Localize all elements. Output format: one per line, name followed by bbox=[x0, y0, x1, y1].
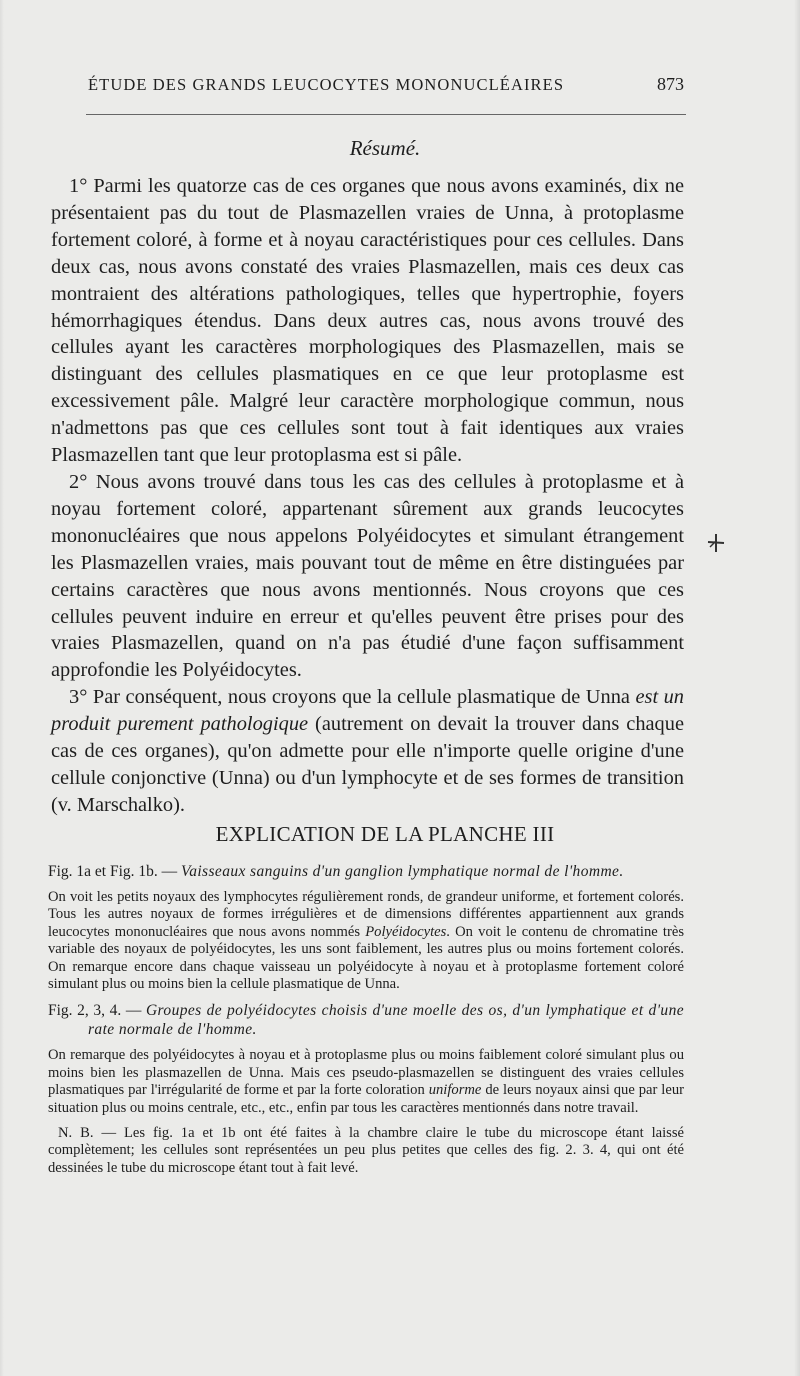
fig2-text-after: de leurs noyaux ainsi que par leur situation plus ou moins centrale, etc., etc., enfin par tous les caractères mentionnés dans notre travail. bbox=[48, 1082, 684, 1116]
fig2-description bbox=[48, 1047, 684, 1117]
header-rule bbox=[86, 114, 686, 115]
summary-body bbox=[51, 173, 684, 819]
fig2-caption bbox=[48, 1001, 684, 1039]
p3-text-after: (autrement on devait la trouver dans chaque cas de ces organes), qu'on admette pour elle n'importe quelle origine d'une cellule conjonctive (Unna) ou d'un lymphocyte et de ses formes de transition (v. Marschalko). bbox=[51, 713, 685, 816]
summary-paragraph-1: 1° Parmi les quatorze cas de ces organes que nous avons examinés, dix ne présentaient pas du tout de Plasmazellen vraies de Unna, à protoplasme fortement coloré, à forme et à noyau caractéristiques pour ces cellules. Dans deux cas, nous avons constaté des vraies Plasmazellen, mais ces deux cas montraient des altérations pathologiques, telles que hypertrophie, foyers hémorrhagiques étendus. Dans deux autres cas, nous avons trouvé des cellules ayant les caractères morphologiques des Plasmazellen, mais se distinguant des cellules plasmatiques en ce que leur protoplasme est excessivement pâle. Malgré leur caractère morphologique commun, nous n'admettons pas que ces cellules sont tout à fait identiques aux vraies Plasmazellen tant que leur protoplasma est si pâle. bbox=[51, 175, 684, 467]
fig2-text-italic: uniforme bbox=[428, 1082, 482, 1099]
cross-mark-icon bbox=[706, 532, 726, 554]
fig2-label: Fig. 2, 3, 4. — bbox=[48, 1002, 146, 1020]
summary-paragraph-3 bbox=[51, 684, 684, 819]
p3-italic-phrase: est un produit purement pathologique bbox=[51, 686, 685, 736]
p3-text-before: 3° Par conséquent, nous croyons que la cellule plasmatique de Unna bbox=[69, 686, 636, 709]
fig1-description bbox=[48, 889, 684, 993]
nota-bene: N. B. — Les fig. 1a et 1b ont été faites à la chambre claire le tube du microscope étant laissé complètement; les cellules sont représentées un peu plus petites que celles des fig. 2. 3. 4, qui ont été dessinées le tube du microscope étant tout à fait levé. bbox=[48, 1125, 684, 1176]
fig1-label: Fig. 1a et Fig. 1b. — bbox=[48, 863, 182, 880]
page-header bbox=[88, 74, 684, 95]
fig1-caption bbox=[48, 862, 684, 881]
fig1-text-after: . On voit le contenu de chromatine très variable des noyaux de polyéidocytes, les uns sont faiblement, les autres plus ou moins fortement colorés. On remarque encore dans chaque vaisseau un polyéidocyte à noyau et à protoplasme fortement coloré simulant plus ou moins bien la cellule plasmatique de Unna. bbox=[48, 923, 685, 993]
fig1-text-before: On voit les petits noyaux des lymphocytes régulièrement ronds, de grandeur uniforme, et fortement colorés. Tous les autres noyaux de formes irrégulières et de dimensions différentes appartiennent aux grands leucocytes mononucléaires que nous avons nommés bbox=[48, 889, 684, 940]
summary-heading: Résumé. bbox=[349, 136, 421, 160]
plate-notes bbox=[48, 862, 684, 1177]
running-title: ÉTUDE DES GRANDS LEUCOCYTES MONONUCLÉAIRES bbox=[88, 75, 565, 94]
fig2-title: Groupes de polyéidocytes choisis d'une moelle des os, d'un lymphatique et d'une rate normale de l'homme. bbox=[88, 1002, 684, 1039]
page-right-edge bbox=[794, 0, 800, 1376]
fig1-text-italic: Polyéidocytes bbox=[365, 923, 447, 940]
fig1-title: Vaisseaux sanguins d'un ganglion lymphatique normal de l'homme. bbox=[181, 863, 624, 880]
page-number: 873 bbox=[657, 74, 684, 94]
plate-heading: EXPLICATION DE LA PLANCHE III bbox=[215, 822, 555, 846]
fig2-text-before: On remarque des polyéidocytes à noyau et à protoplasme plus ou moins faiblement coloré simulant plus ou moins bien les plasmazellen de Unna. Mais ces pseudo-plasmazellen se distinguent des vraies cellules plasmatiques par l'irrégularité de forme et par la forte coloration bbox=[48, 1047, 684, 1099]
summary-paragraph-2: 2° Nous avons trouvé dans tous les cas des cellules à protoplasme et à noyau fortement coloré, appartenant sûrement aux grands leucocytes mononucléaires que nous appelons Polyéidocytes et simulant étrangement les Plasmazellen vraies, mais pouvant tout de même en être distinguées par certains caractères que nous avons mentionnés. Nous croyons que ces cellules peuvent induire en erreur et qu'elles peuvent être prises pour des vraies Plasmazellen, quand on n'a pas étudié d'une façon suffisamment approfondie les Polyéidocytes. bbox=[51, 470, 684, 682]
page-left-edge bbox=[0, 0, 4, 1376]
